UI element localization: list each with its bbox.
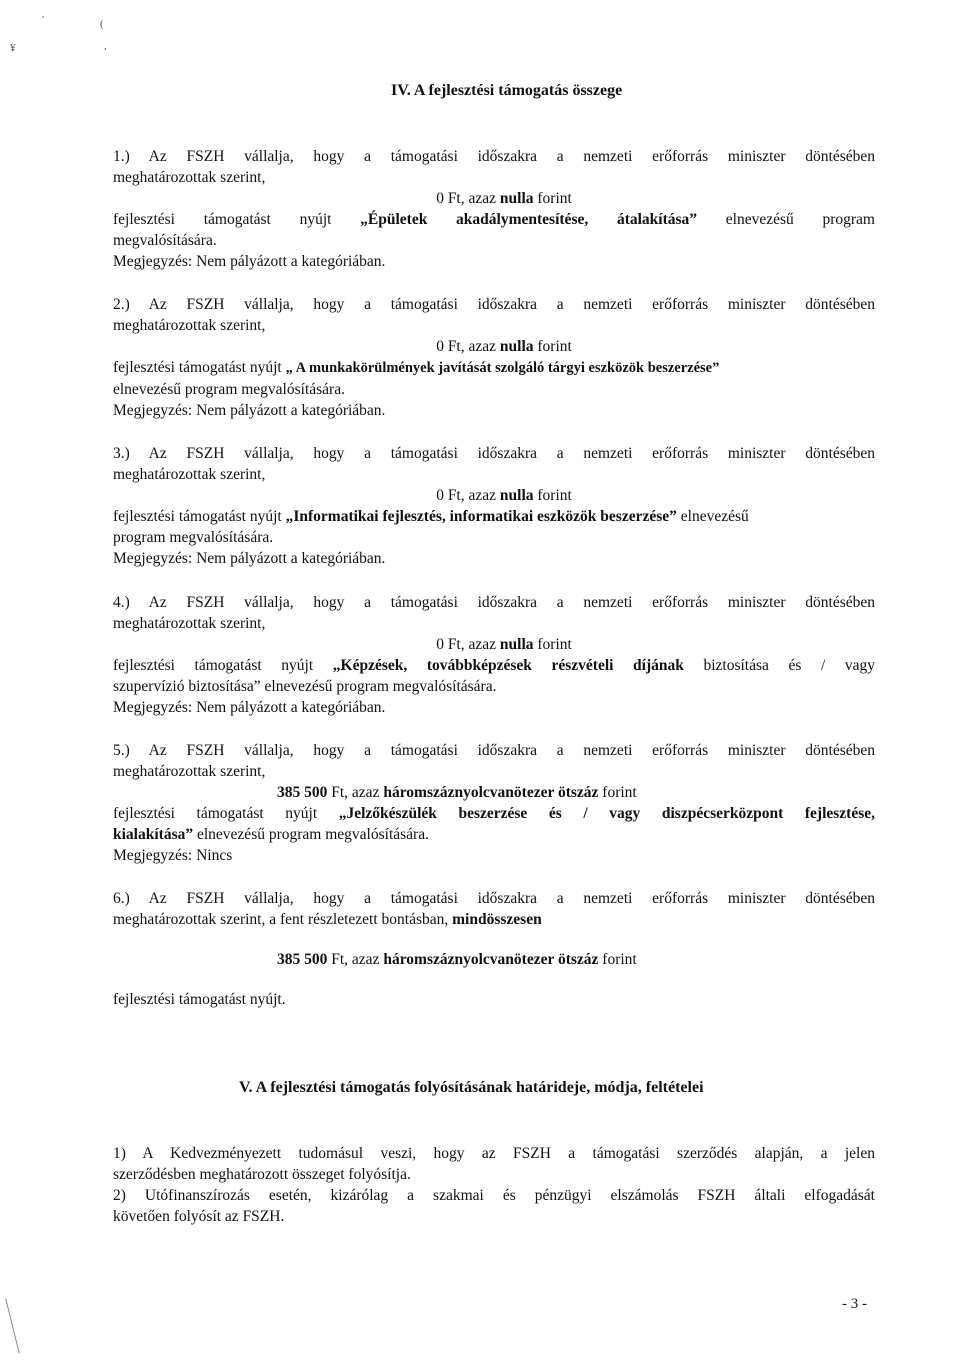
- support-item-1: [113, 146, 875, 272]
- support-item-5: [113, 740, 875, 866]
- paragraph-1-cont: szerződésben meghatározott összeget folyósítja.: [113, 1166, 411, 1183]
- program-suffix: elnevezésű program megvalósítására.: [193, 826, 429, 843]
- support-item-3: [113, 443, 875, 569]
- program-line: [113, 803, 875, 824]
- program-prefix: fejlesztési támogatást nyújt: [113, 657, 333, 674]
- section-v-body: [113, 1143, 875, 1227]
- item-intro: 3.) Az FSZH vállalja, hogy a támogatási időszakra a nemzeti erőforrás miniszter döntésében: [113, 445, 875, 462]
- program-prefix: fejlesztési támogatást nyújt: [113, 805, 339, 822]
- amount-line: [113, 485, 875, 506]
- program-prefix: fejlesztési támogatást nyújt: [113, 211, 361, 228]
- item-note: Megjegyzés: Nem pályázott a kategóriában.: [113, 550, 386, 567]
- program-line: [113, 357, 875, 379]
- amount-number: 385 500: [277, 951, 328, 968]
- item-intro: 5.) Az FSZH vállalja, hogy a támogatási időszakra a nemzeti erőforrás miniszter döntésében: [113, 742, 875, 759]
- scan-artifact: ': [42, 14, 44, 26]
- amount-text: 0 Ft, azaz: [436, 338, 500, 355]
- total-text: meghatározottak szerint, a fent részletezett bontásban,: [113, 911, 453, 928]
- total-amount-line: [113, 949, 875, 970]
- item-note: Megjegyzés: Nem pályázott a kategóriában.: [113, 402, 386, 419]
- amount-unit: forint: [598, 951, 637, 968]
- program-line-cont: [113, 824, 875, 845]
- program-suffix: elnevezésű: [676, 508, 749, 525]
- amount-number: 385 500: [277, 784, 328, 801]
- scan-artifact: (: [100, 18, 104, 30]
- program-line-cont: elnevezésű program megvalósítására.: [113, 381, 345, 398]
- program-suffix: elnevezésű program: [697, 211, 875, 228]
- amount-unit: forint: [598, 784, 637, 801]
- paragraph-1: 1) A Kedvezményezett tudomásul veszi, hogy az FSZH a támogatási szerződés alapján, a jelen: [113, 1145, 875, 1162]
- total-label: mindösszesen: [452, 911, 542, 928]
- item-intro-cont: meghatározottak szerint,: [113, 317, 266, 334]
- support-item-4: [113, 592, 875, 718]
- total-intro-cont: [113, 909, 875, 930]
- amount-unit: forint: [533, 338, 572, 355]
- paragraph-2-cont: követően folyósít az FSZH.: [113, 1208, 285, 1225]
- item-intro-cont: meghatározottak szerint,: [113, 169, 266, 186]
- item-intro-cont: meghatározottak szerint,: [113, 615, 266, 632]
- total-closing: fejlesztési támogatást nyújt.: [113, 991, 286, 1008]
- support-total: [113, 888, 875, 1010]
- amount-text: Ft, azaz: [327, 951, 384, 968]
- program-prefix: fejlesztési támogatást nyújt: [113, 359, 286, 376]
- program-line-cont: program megvalósítására.: [113, 529, 274, 546]
- amount-unit: forint: [533, 487, 572, 504]
- total-intro: 6.) Az FSZH vállalja, hogy a támogatási időszakra a nemzeti erőforrás miniszter döntésében: [113, 890, 875, 907]
- paragraph-2: 2) Utófinanszírozás esetén, kizárólag a szakmai és pénzügyi elszámolás FSZH általi elfogadását: [113, 1187, 875, 1204]
- amount-line: [113, 634, 875, 655]
- amount-text: 0 Ft, azaz: [436, 636, 500, 653]
- amount-text: 0 Ft, azaz: [436, 190, 500, 207]
- item-note: Megjegyzés: Nem pályázott a kategóriában.: [113, 253, 386, 270]
- amount-text: 0 Ft, azaz: [436, 487, 500, 504]
- program-prefix: fejlesztési támogatást nyújt: [113, 508, 286, 525]
- amount-text: Ft, azaz: [327, 784, 384, 801]
- amount-unit: forint: [533, 190, 572, 207]
- program-line: [113, 655, 875, 676]
- program-name: „Képzések, továbbképzések részvételi díjának: [332, 657, 684, 674]
- program-line-cont: megvalósítására.: [113, 232, 217, 249]
- program-line-cont: szupervízió biztosítása” elnevezésű program megvalósítására.: [113, 678, 497, 695]
- item-note: Megjegyzés: Nincs: [113, 847, 233, 864]
- program-line: [113, 209, 875, 230]
- amount-words: nulla: [499, 190, 534, 207]
- amount-line: [113, 188, 875, 209]
- amount-line: [113, 336, 875, 357]
- scan-artifact: ,: [104, 40, 107, 52]
- program-name-cont: kialakítása”: [113, 826, 194, 843]
- item-intro: 4.) Az FSZH vállalja, hogy a támogatási időszakra a nemzeti erőforrás miniszter döntésében: [113, 594, 875, 611]
- program-name: „Épületek akadálymentesítése, átalakítása”: [360, 211, 698, 228]
- program-name: „Informatikai fejlesztés, informatikai eszközök beszerzése”: [285, 508, 677, 525]
- amount-line: [113, 782, 875, 803]
- program-name: „ A munkakörülmények javítását szolgáló tárgyi eszközök beszerzése”: [285, 360, 720, 376]
- amount-unit: forint: [533, 636, 572, 653]
- program-name: „Jelzőkészülék beszerzése és / vagy diszpécserközpont fejlesztése,: [338, 805, 875, 822]
- item-intro-cont: meghatározottak szerint,: [113, 466, 266, 483]
- item-intro: 2.) Az FSZH vállalja, hogy a támogatási időszakra a nemzeti erőforrás miniszter döntésében: [113, 296, 875, 313]
- section-v-title: V. A fejlesztési támogatás folyósításának határideje, módja, feltételei: [239, 1079, 704, 1096]
- page-number: - 3 -: [842, 1296, 867, 1312]
- amount-words: nulla: [499, 487, 534, 504]
- support-item-2: [113, 294, 875, 421]
- amount-words: nulla: [499, 338, 534, 355]
- item-intro: 1.) Az FSZH vállalja, hogy a támogatási időszakra a nemzeti erőforrás miniszter döntésében: [113, 148, 875, 165]
- item-intro-cont: meghatározottak szerint,: [113, 763, 266, 780]
- program-suffix: biztosítása és / vagy: [683, 657, 875, 674]
- program-line: [113, 506, 875, 527]
- item-note: Megjegyzés: Nem pályázott a kategóriában.: [113, 699, 386, 716]
- amount-words: nulla: [499, 636, 534, 653]
- scan-artifact: ¥: [10, 42, 16, 54]
- amount-words: háromszáznyolcvanötezer ötszáz: [383, 951, 599, 968]
- amount-words: háromszáznyolcvanötezer ötszáz: [383, 784, 599, 801]
- scan-edge-line: [5, 1299, 20, 1354]
- section-iv-title: IV. A fejlesztési támogatás összege: [391, 82, 623, 99]
